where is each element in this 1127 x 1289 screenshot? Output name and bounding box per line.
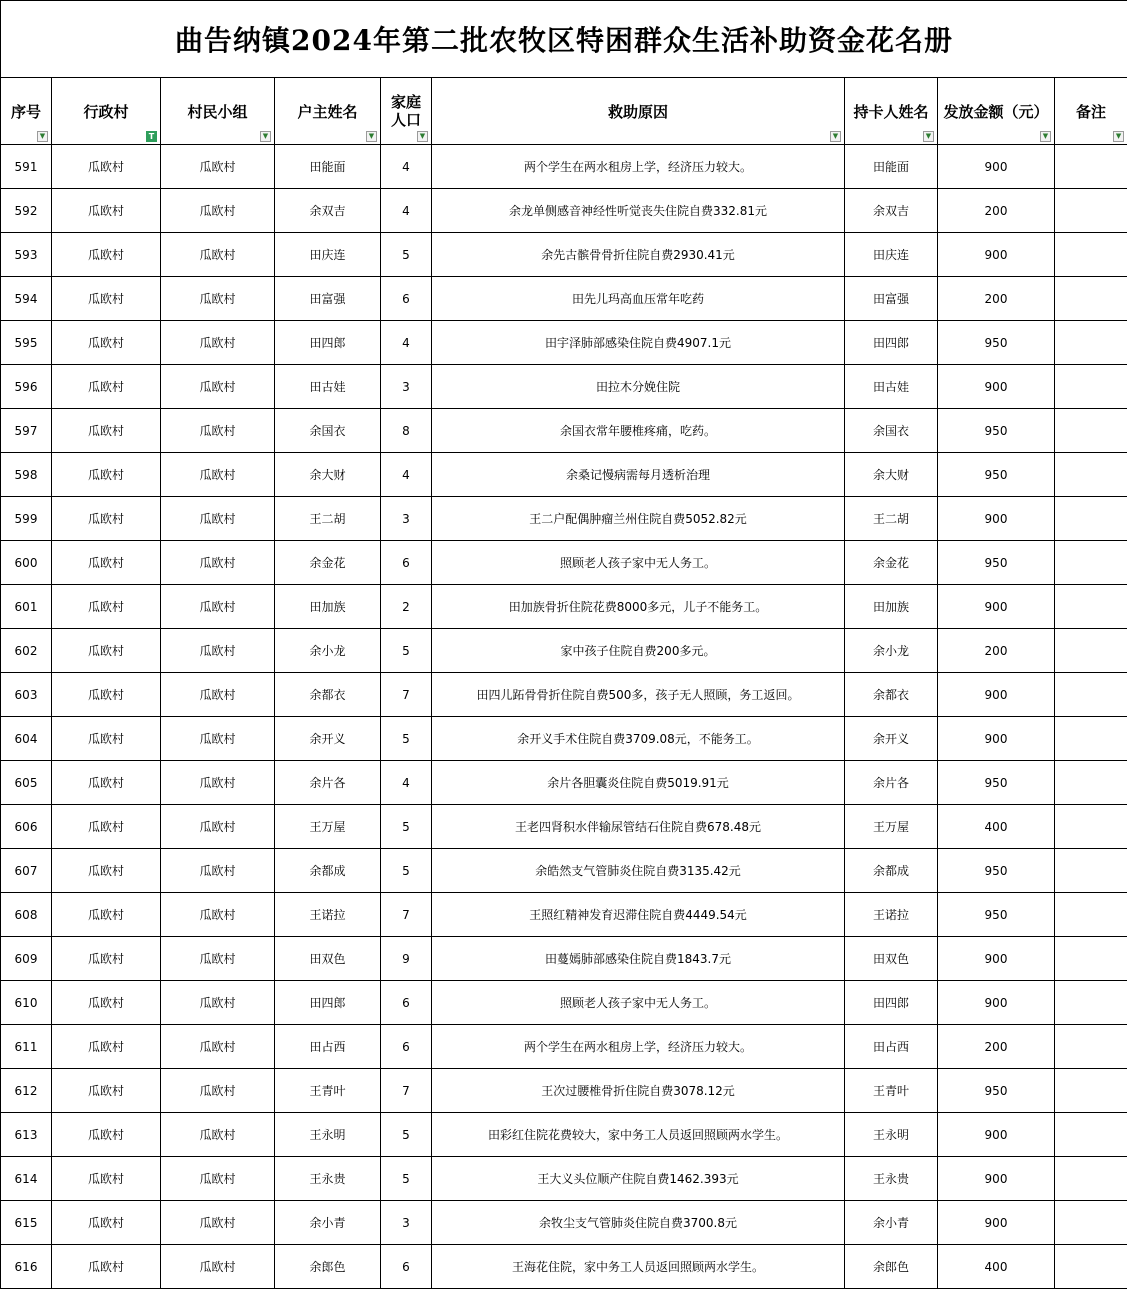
cell-card-holder: 余小龙 bbox=[845, 629, 938, 673]
cell-card-holder: 余双吉 bbox=[845, 189, 938, 233]
table-row bbox=[1, 1069, 1127, 1113]
header-amount bbox=[938, 78, 1055, 145]
cell-family: 5 bbox=[381, 629, 432, 673]
cell-amount: 400 bbox=[938, 1245, 1055, 1289]
cell-seq: 592 bbox=[1, 189, 52, 233]
header-seq bbox=[1, 78, 52, 145]
cell-head: 余双吉 bbox=[275, 189, 381, 233]
header-card-holder-label: 持卡人姓名 bbox=[853, 103, 928, 121]
cell-family: 5 bbox=[381, 717, 432, 761]
table-row bbox=[1, 673, 1127, 717]
header-row bbox=[1, 78, 1127, 145]
cell-family: 7 bbox=[381, 893, 432, 937]
header-note-label: 备注 bbox=[1076, 103, 1106, 121]
cell-card-holder: 田四郎 bbox=[845, 321, 938, 365]
cell-head: 王诺拉 bbox=[275, 893, 381, 937]
cell-family: 5 bbox=[381, 233, 432, 277]
cell-note bbox=[1055, 1245, 1127, 1289]
table-row bbox=[1, 189, 1127, 233]
cell-head: 田古娃 bbox=[275, 365, 381, 409]
cell-note bbox=[1055, 1069, 1127, 1113]
cell-seq: 615 bbox=[1, 1201, 52, 1245]
table-row bbox=[1, 365, 1127, 409]
cell-seq: 601 bbox=[1, 585, 52, 629]
cell-note bbox=[1055, 453, 1127, 497]
cell-village: 瓜欧村 bbox=[52, 805, 161, 849]
cell-card-holder: 余开义 bbox=[845, 717, 938, 761]
cell-card-holder: 余小青 bbox=[845, 1201, 938, 1245]
cell-village: 瓜欧村 bbox=[52, 145, 161, 189]
table-row bbox=[1, 409, 1127, 453]
cell-seq: 594 bbox=[1, 277, 52, 321]
cell-amount: 900 bbox=[938, 1113, 1055, 1157]
cell-reason: 余片各胆囊炎住院自费5019.91元 bbox=[432, 761, 845, 805]
cell-head: 王二胡 bbox=[275, 497, 381, 541]
table-row bbox=[1, 321, 1127, 365]
cell-note bbox=[1055, 145, 1127, 189]
cell-note bbox=[1055, 409, 1127, 453]
cell-family: 4 bbox=[381, 761, 432, 805]
cell-note bbox=[1055, 585, 1127, 629]
cell-seq: 614 bbox=[1, 1157, 52, 1201]
cell-reason: 两个学生在两水租房上学，经济压力较大。 bbox=[432, 145, 845, 189]
cell-seq: 593 bbox=[1, 233, 52, 277]
cell-card-holder: 余片各 bbox=[845, 761, 938, 805]
cell-group: 瓜欧村 bbox=[161, 805, 275, 849]
cell-family: 5 bbox=[381, 849, 432, 893]
cell-amount: 950 bbox=[938, 849, 1055, 893]
cell-family: 4 bbox=[381, 321, 432, 365]
cell-reason: 照顾老人孩子家中无人务工。 bbox=[432, 981, 845, 1025]
cell-family: 9 bbox=[381, 937, 432, 981]
table-row bbox=[1, 585, 1127, 629]
cell-seq: 606 bbox=[1, 805, 52, 849]
header-head bbox=[275, 78, 381, 145]
cell-amount: 900 bbox=[938, 1157, 1055, 1201]
cell-village: 瓜欧村 bbox=[52, 585, 161, 629]
cell-head: 余郎色 bbox=[275, 1245, 381, 1289]
table-row bbox=[1, 717, 1127, 761]
cell-amount: 900 bbox=[938, 145, 1055, 189]
cell-seq: 598 bbox=[1, 453, 52, 497]
cell-card-holder: 余都衣 bbox=[845, 673, 938, 717]
cell-village: 瓜欧村 bbox=[52, 1201, 161, 1245]
cell-seq: 599 bbox=[1, 497, 52, 541]
table-row bbox=[1, 1157, 1127, 1201]
cell-head: 王万屋 bbox=[275, 805, 381, 849]
table-row bbox=[1, 629, 1127, 673]
table-row bbox=[1, 937, 1127, 981]
cell-card-holder: 田四郎 bbox=[845, 981, 938, 1025]
table-row bbox=[1, 541, 1127, 585]
cell-seq: 612 bbox=[1, 1069, 52, 1113]
cell-amount: 900 bbox=[938, 937, 1055, 981]
cell-village: 瓜欧村 bbox=[52, 937, 161, 981]
cell-card-holder: 王永明 bbox=[845, 1113, 938, 1157]
cell-reason: 王照红精神发育迟滞住院自费4449.54元 bbox=[432, 893, 845, 937]
cell-amount: 900 bbox=[938, 365, 1055, 409]
cell-note bbox=[1055, 233, 1127, 277]
cell-amount: 950 bbox=[938, 409, 1055, 453]
header-note bbox=[1055, 78, 1127, 145]
cell-head: 余金花 bbox=[275, 541, 381, 585]
cell-note bbox=[1055, 321, 1127, 365]
cell-reason: 田蔓嫣肺部感染住院自费1843.7元 bbox=[432, 937, 845, 981]
cell-reason: 余先古髌骨骨折住院自费2930.41元 bbox=[432, 233, 845, 277]
cell-amount: 900 bbox=[938, 233, 1055, 277]
table-row bbox=[1, 1113, 1127, 1157]
cell-family: 3 bbox=[381, 497, 432, 541]
cell-amount: 200 bbox=[938, 629, 1055, 673]
header-village bbox=[52, 78, 161, 145]
cell-reason: 田先儿玛高血压常年吃药 bbox=[432, 277, 845, 321]
cell-family: 2 bbox=[381, 585, 432, 629]
cell-seq: 596 bbox=[1, 365, 52, 409]
cell-village: 瓜欧村 bbox=[52, 1069, 161, 1113]
filter-dropdown-icon[interactable]: ▼ bbox=[417, 131, 428, 142]
header-seq-label: 序号 bbox=[11, 103, 41, 121]
cell-reason: 余皓然支气管肺炎住院自费3135.42元 bbox=[432, 849, 845, 893]
cell-family: 6 bbox=[381, 541, 432, 585]
cell-head: 余大财 bbox=[275, 453, 381, 497]
cell-amount: 950 bbox=[938, 321, 1055, 365]
cell-amount: 950 bbox=[938, 1069, 1055, 1113]
cell-head: 王永贵 bbox=[275, 1157, 381, 1201]
cell-reason: 余龙单侧感音神经性听觉丧失住院自费332.81元 bbox=[432, 189, 845, 233]
table-row bbox=[1, 1201, 1127, 1245]
filter-dropdown-icon[interactable]: ▼ bbox=[1040, 131, 1051, 142]
header-group-label: 村民小组 bbox=[187, 103, 247, 121]
cell-head: 余开义 bbox=[275, 717, 381, 761]
cell-amount: 900 bbox=[938, 673, 1055, 717]
cell-head: 余小龙 bbox=[275, 629, 381, 673]
cell-group: 瓜欧村 bbox=[161, 893, 275, 937]
cell-amount: 900 bbox=[938, 1201, 1055, 1245]
cell-card-holder: 王万屋 bbox=[845, 805, 938, 849]
cell-family: 4 bbox=[381, 189, 432, 233]
cell-card-holder: 余大财 bbox=[845, 453, 938, 497]
cell-card-holder: 田庆连 bbox=[845, 233, 938, 277]
cell-village: 瓜欧村 bbox=[52, 761, 161, 805]
cell-head: 余小青 bbox=[275, 1201, 381, 1245]
cell-family: 8 bbox=[381, 409, 432, 453]
cell-group: 瓜欧村 bbox=[161, 409, 275, 453]
table-row bbox=[1, 849, 1127, 893]
cell-reason: 两个学生在两水租房上学，经济压力较大。 bbox=[432, 1025, 845, 1069]
header-head-label: 户主姓名 bbox=[297, 103, 357, 121]
cell-note bbox=[1055, 1113, 1127, 1157]
cell-head: 余都衣 bbox=[275, 673, 381, 717]
cell-family: 6 bbox=[381, 277, 432, 321]
cell-group: 瓜欧村 bbox=[161, 849, 275, 893]
cell-note bbox=[1055, 717, 1127, 761]
cell-card-holder: 田能面 bbox=[845, 145, 938, 189]
cell-group: 瓜欧村 bbox=[161, 673, 275, 717]
cell-seq: 609 bbox=[1, 937, 52, 981]
cell-reason: 家中孩子住院自费200多元。 bbox=[432, 629, 845, 673]
cell-head: 田四郎 bbox=[275, 321, 381, 365]
cell-amount: 900 bbox=[938, 497, 1055, 541]
cell-reason: 余国衣常年腰椎疼痛，吃药。 bbox=[432, 409, 845, 453]
cell-note bbox=[1055, 981, 1127, 1025]
cell-note bbox=[1055, 365, 1127, 409]
cell-head: 田双色 bbox=[275, 937, 381, 981]
cell-note bbox=[1055, 937, 1127, 981]
cell-family: 4 bbox=[381, 145, 432, 189]
cell-family: 3 bbox=[381, 365, 432, 409]
cell-head: 余都成 bbox=[275, 849, 381, 893]
cell-note bbox=[1055, 1157, 1127, 1201]
cell-head: 田四郎 bbox=[275, 981, 381, 1025]
filter-dropdown-icon[interactable]: ▼ bbox=[366, 131, 377, 142]
cell-card-holder: 王二胡 bbox=[845, 497, 938, 541]
cell-family: 7 bbox=[381, 1069, 432, 1113]
cell-card-holder: 王青叶 bbox=[845, 1069, 938, 1113]
cell-village: 瓜欧村 bbox=[52, 893, 161, 937]
cell-family: 3 bbox=[381, 1201, 432, 1245]
cell-village: 瓜欧村 bbox=[52, 717, 161, 761]
cell-family: 5 bbox=[381, 1157, 432, 1201]
cell-village: 瓜欧村 bbox=[52, 409, 161, 453]
cell-family: 5 bbox=[381, 805, 432, 849]
cell-head: 田能面 bbox=[275, 145, 381, 189]
table-row bbox=[1, 805, 1127, 849]
cell-note bbox=[1055, 761, 1127, 805]
cell-amount: 200 bbox=[938, 189, 1055, 233]
filter-dropdown-icon[interactable]: ▼ bbox=[923, 131, 934, 142]
table-row bbox=[1, 1025, 1127, 1069]
cell-village: 瓜欧村 bbox=[52, 981, 161, 1025]
cell-note bbox=[1055, 673, 1127, 717]
cell-reason: 王次过腰椎骨折住院自费3078.12元 bbox=[432, 1069, 845, 1113]
filter-dropdown-icon[interactable]: ▼ bbox=[37, 131, 48, 142]
cell-card-holder: 田富强 bbox=[845, 277, 938, 321]
cell-reason: 照顾老人孩子家中无人务工。 bbox=[432, 541, 845, 585]
cell-village: 瓜欧村 bbox=[52, 629, 161, 673]
cell-card-holder: 田加族 bbox=[845, 585, 938, 629]
cell-head: 余国衣 bbox=[275, 409, 381, 453]
cell-reason: 余桑记慢病需每月透析治理 bbox=[432, 453, 845, 497]
cell-amount: 200 bbox=[938, 277, 1055, 321]
cell-head: 王永明 bbox=[275, 1113, 381, 1157]
cell-reason: 王老四肾积水伴输尿管结石住院自费678.48元 bbox=[432, 805, 845, 849]
table-row bbox=[1, 761, 1127, 805]
table-row bbox=[1, 1245, 1127, 1289]
cell-family: 5 bbox=[381, 1113, 432, 1157]
cell-card-holder: 余国衣 bbox=[845, 409, 938, 453]
cell-village: 瓜欧村 bbox=[52, 1113, 161, 1157]
cell-village: 瓜欧村 bbox=[52, 849, 161, 893]
table-row bbox=[1, 453, 1127, 497]
cell-card-holder: 田古娃 bbox=[845, 365, 938, 409]
cell-reason: 王二户配偶肿瘤兰州住院自费5052.82元 bbox=[432, 497, 845, 541]
cell-village: 瓜欧村 bbox=[52, 1157, 161, 1201]
cell-seq: 603 bbox=[1, 673, 52, 717]
cell-amount: 200 bbox=[938, 1025, 1055, 1069]
cell-seq: 616 bbox=[1, 1245, 52, 1289]
header-card-holder bbox=[845, 78, 938, 145]
cell-village: 瓜欧村 bbox=[52, 453, 161, 497]
cell-amount: 900 bbox=[938, 717, 1055, 761]
cell-amount: 950 bbox=[938, 541, 1055, 585]
cell-group: 瓜欧村 bbox=[161, 145, 275, 189]
cell-note bbox=[1055, 1025, 1127, 1069]
table-row bbox=[1, 981, 1127, 1025]
cell-seq: 602 bbox=[1, 629, 52, 673]
cell-seq: 611 bbox=[1, 1025, 52, 1069]
cell-group: 瓜欧村 bbox=[161, 189, 275, 233]
cell-seq: 607 bbox=[1, 849, 52, 893]
cell-note bbox=[1055, 497, 1127, 541]
cell-reason: 田拉木分娩住院 bbox=[432, 365, 845, 409]
cell-village: 瓜欧村 bbox=[52, 277, 161, 321]
cell-amount: 400 bbox=[938, 805, 1055, 849]
cell-group: 瓜欧村 bbox=[161, 1157, 275, 1201]
cell-seq: 595 bbox=[1, 321, 52, 365]
cell-head: 田庆连 bbox=[275, 233, 381, 277]
filter-dropdown-icon[interactable]: ▼ bbox=[260, 131, 271, 142]
cell-reason: 余开义手术住院自费3709.08元，不能务工。 bbox=[432, 717, 845, 761]
filter-active-icon[interactable]: T bbox=[146, 131, 157, 142]
cell-reason: 田宇泽肺部感染住院自费4907.1元 bbox=[432, 321, 845, 365]
cell-seq: 604 bbox=[1, 717, 52, 761]
table-row bbox=[1, 893, 1127, 937]
cell-seq: 613 bbox=[1, 1113, 52, 1157]
cell-group: 瓜欧村 bbox=[161, 629, 275, 673]
cell-family: 4 bbox=[381, 453, 432, 497]
cell-reason: 田四儿跖骨骨折住院自费500多，孩子无人照顾，务工返回。 bbox=[432, 673, 845, 717]
cell-reason: 田加族骨折住院花费8000多元，儿子不能务工。 bbox=[432, 585, 845, 629]
cell-amount: 950 bbox=[938, 761, 1055, 805]
cell-reason: 王海花住院，家中务工人员返回照顾两水学生。 bbox=[432, 1245, 845, 1289]
cell-note bbox=[1055, 805, 1127, 849]
cell-group: 瓜欧村 bbox=[161, 277, 275, 321]
header-family-label-1: 家庭 bbox=[391, 93, 421, 111]
cell-amount: 950 bbox=[938, 453, 1055, 497]
cell-head: 田富强 bbox=[275, 277, 381, 321]
cell-village: 瓜欧村 bbox=[52, 1245, 161, 1289]
cell-card-holder: 王诺拉 bbox=[845, 893, 938, 937]
cell-group: 瓜欧村 bbox=[161, 1025, 275, 1069]
cell-note bbox=[1055, 189, 1127, 233]
cell-group: 瓜欧村 bbox=[161, 761, 275, 805]
cell-seq: 591 bbox=[1, 145, 52, 189]
header-family bbox=[381, 78, 432, 145]
header-family-label-2: 人口 bbox=[391, 111, 421, 129]
cell-note bbox=[1055, 541, 1127, 585]
cell-group: 瓜欧村 bbox=[161, 365, 275, 409]
cell-amount: 950 bbox=[938, 893, 1055, 937]
cell-group: 瓜欧村 bbox=[161, 1201, 275, 1245]
table-row bbox=[1, 497, 1127, 541]
cell-card-holder: 余郎色 bbox=[845, 1245, 938, 1289]
filter-dropdown-icon[interactable]: ▼ bbox=[1113, 131, 1124, 142]
cell-village: 瓜欧村 bbox=[52, 189, 161, 233]
header-group bbox=[161, 78, 275, 145]
cell-seq: 608 bbox=[1, 893, 52, 937]
cell-group: 瓜欧村 bbox=[161, 1069, 275, 1113]
header-amount-label: 发放金额（元） bbox=[943, 103, 1048, 121]
cell-note bbox=[1055, 849, 1127, 893]
cell-group: 瓜欧村 bbox=[161, 233, 275, 277]
cell-seq: 600 bbox=[1, 541, 52, 585]
cell-village: 瓜欧村 bbox=[52, 365, 161, 409]
cell-group: 瓜欧村 bbox=[161, 541, 275, 585]
cell-card-holder: 田双色 bbox=[845, 937, 938, 981]
cell-family: 7 bbox=[381, 673, 432, 717]
cell-group: 瓜欧村 bbox=[161, 937, 275, 981]
cell-head: 王青叶 bbox=[275, 1069, 381, 1113]
cell-reason: 王大义头位顺产住院自费1462.393元 bbox=[432, 1157, 845, 1201]
cell-family: 6 bbox=[381, 1245, 432, 1289]
header-reason-label: 救助原因 bbox=[608, 103, 668, 121]
cell-family: 6 bbox=[381, 981, 432, 1025]
cell-card-holder: 余都成 bbox=[845, 849, 938, 893]
cell-group: 瓜欧村 bbox=[161, 321, 275, 365]
cell-reason: 余牧尘支气管肺炎住院自费3700.8元 bbox=[432, 1201, 845, 1245]
cell-village: 瓜欧村 bbox=[52, 541, 161, 585]
cell-seq: 597 bbox=[1, 409, 52, 453]
cell-head: 田加族 bbox=[275, 585, 381, 629]
cell-village: 瓜欧村 bbox=[52, 1025, 161, 1069]
cell-village: 瓜欧村 bbox=[52, 673, 161, 717]
table-row bbox=[1, 233, 1127, 277]
cell-seq: 610 bbox=[1, 981, 52, 1025]
table-row bbox=[1, 145, 1127, 189]
cell-card-holder: 田占西 bbox=[845, 1025, 938, 1069]
cell-village: 瓜欧村 bbox=[52, 321, 161, 365]
cell-group: 瓜欧村 bbox=[161, 585, 275, 629]
cell-seq: 605 bbox=[1, 761, 52, 805]
cell-group: 瓜欧村 bbox=[161, 453, 275, 497]
filter-dropdown-icon[interactable]: ▼ bbox=[830, 131, 841, 142]
cell-reason: 田彩红住院花费较大，家中务工人员返回照顾两水学生。 bbox=[432, 1113, 845, 1157]
header-village-label: 行政村 bbox=[83, 103, 128, 121]
cell-group: 瓜欧村 bbox=[161, 1113, 275, 1157]
cell-family: 6 bbox=[381, 1025, 432, 1069]
cell-head: 田占西 bbox=[275, 1025, 381, 1069]
cell-card-holder: 王永贵 bbox=[845, 1157, 938, 1201]
cell-amount: 900 bbox=[938, 981, 1055, 1025]
page-title: 曲告纳镇2024年第二批农牧区特困群众生活补助资金花名册 bbox=[1, 1, 1127, 78]
cell-village: 瓜欧村 bbox=[52, 497, 161, 541]
cell-group: 瓜欧村 bbox=[161, 717, 275, 761]
cell-head: 余片各 bbox=[275, 761, 381, 805]
table-body bbox=[1, 145, 1127, 1289]
cell-note bbox=[1055, 629, 1127, 673]
cell-note bbox=[1055, 893, 1127, 937]
cell-amount: 900 bbox=[938, 585, 1055, 629]
cell-village: 瓜欧村 bbox=[52, 233, 161, 277]
cell-group: 瓜欧村 bbox=[161, 497, 275, 541]
cell-group: 瓜欧村 bbox=[161, 981, 275, 1025]
table-row bbox=[1, 277, 1127, 321]
cell-group: 瓜欧村 bbox=[161, 1245, 275, 1289]
header-reason bbox=[432, 78, 845, 145]
cell-card-holder: 余金花 bbox=[845, 541, 938, 585]
cell-note bbox=[1055, 277, 1127, 321]
cell-note bbox=[1055, 1201, 1127, 1245]
